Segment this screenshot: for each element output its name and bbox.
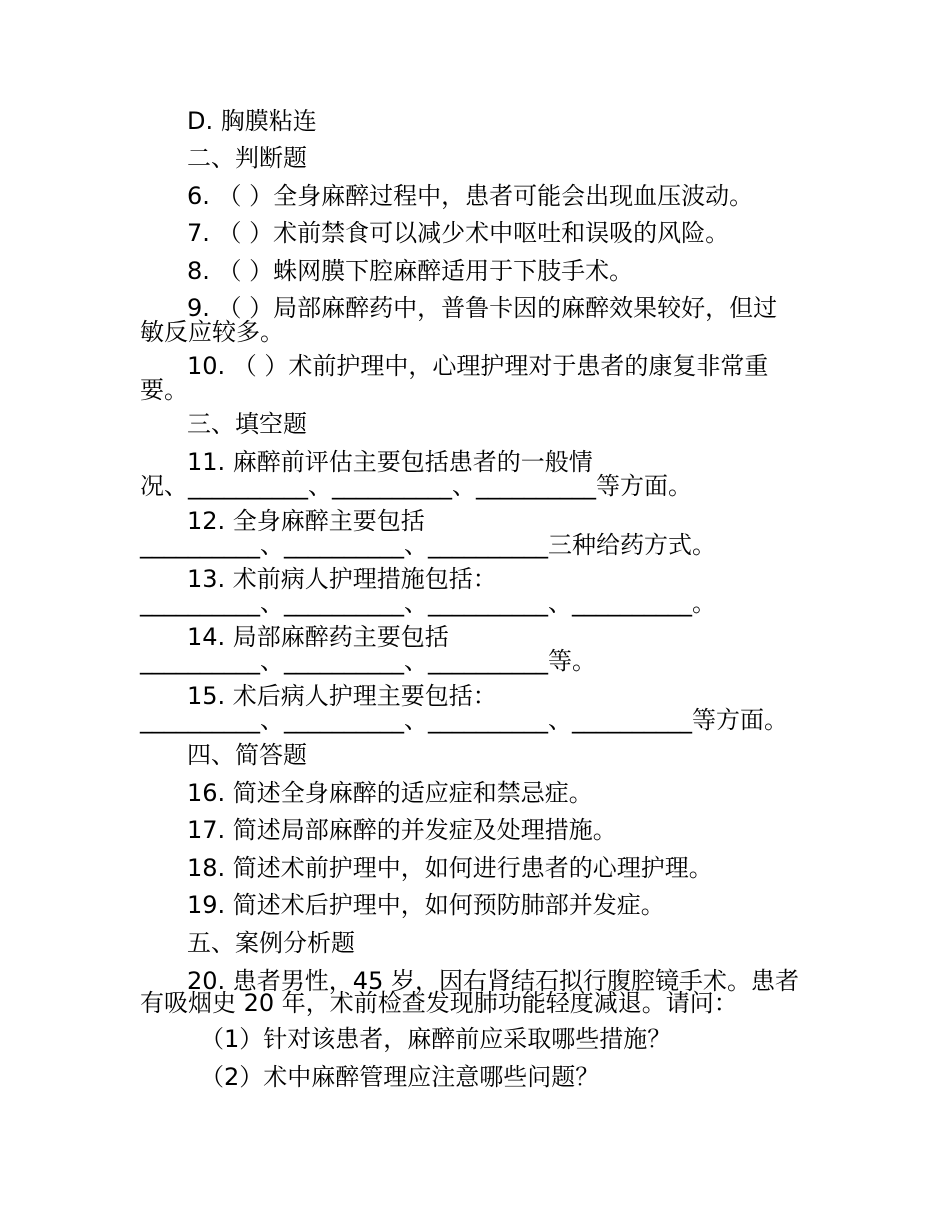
question-15-line-2: __________、__________、__________、__________等方面。 [140, 706, 788, 734]
question-9-line-1: 9. （ ）局部麻醉药中，普鲁卡因的麻醉效果较好，但过 [187, 294, 778, 322]
question-10-line-1: 10. （ ）术前护理中，心理护理对于患者的康复非常重 [187, 352, 769, 380]
section-heading-true-false: 二、判断题 [187, 144, 307, 172]
question-17: 17. 简述局部麻醉的并发症及处理措施。 [187, 816, 617, 844]
question-20-part-2: （2）术中麻醉管理应注意哪些问题？ [200, 1063, 600, 1091]
question-11-line-2: 况、__________、__________、__________等方面。 [140, 472, 692, 500]
question-20-part-1: （1）针对该患者，麻醉前应采取哪些措施？ [200, 1025, 672, 1053]
question-16: 16. 简述全身麻醉的适应症和禁忌症。 [187, 779, 593, 807]
question-12-line-1: 12. 全身麻醉主要包括 [187, 507, 425, 535]
question-15-line-1: 15. 术后病人护理主要包括： [187, 682, 497, 710]
option-d-line: D. 胸膜粘连 [187, 107, 317, 135]
question-20-line-2: 有吸烟史 20 年，术前检查发现肺功能轻度减退。请问： [140, 989, 738, 1017]
question-13-line-2: __________、__________、__________、__________。 [140, 589, 716, 617]
question-18: 18. 简述术前护理中，如何进行患者的心理护理。 [187, 854, 713, 882]
section-heading-short-answer: 四、简答题 [187, 741, 307, 769]
question-10-line-2: 要。 [140, 376, 188, 404]
question-14-line-1: 14. 局部麻醉药主要包括 [187, 623, 449, 651]
question-20-line-1: 20. 患者男性，45 岁，因右肾结石拟行腹腔镜手术。患者 [187, 967, 799, 995]
question-12-line-2: __________、__________、__________三种给药方式。 [140, 531, 716, 559]
section-heading-case-analysis: 五、案例分析题 [187, 929, 355, 957]
section-heading-fill-blank: 三、填空题 [187, 410, 307, 438]
question-7: 7. （ ）术前禁食可以减少术中呕吐和误吸的风险。 [187, 219, 730, 247]
question-13-line-1: 13. 术前病人护理措施包括： [187, 565, 497, 593]
question-11-line-1: 11. 麻醉前评估主要包括患者的一般情 [187, 448, 593, 476]
question-9-line-2: 敏反应较多。 [140, 318, 284, 346]
question-19: 19. 简述术后护理中，如何预防肺部并发症。 [187, 891, 665, 919]
question-6: 6. （ ）全身麻醉过程中，患者可能会出现血压波动。 [187, 182, 754, 210]
question-14-line-2: __________、__________、__________等。 [140, 647, 596, 675]
question-8: 8. （ ）蛛网膜下腔麻醉适用于下肢手术。 [187, 257, 634, 285]
